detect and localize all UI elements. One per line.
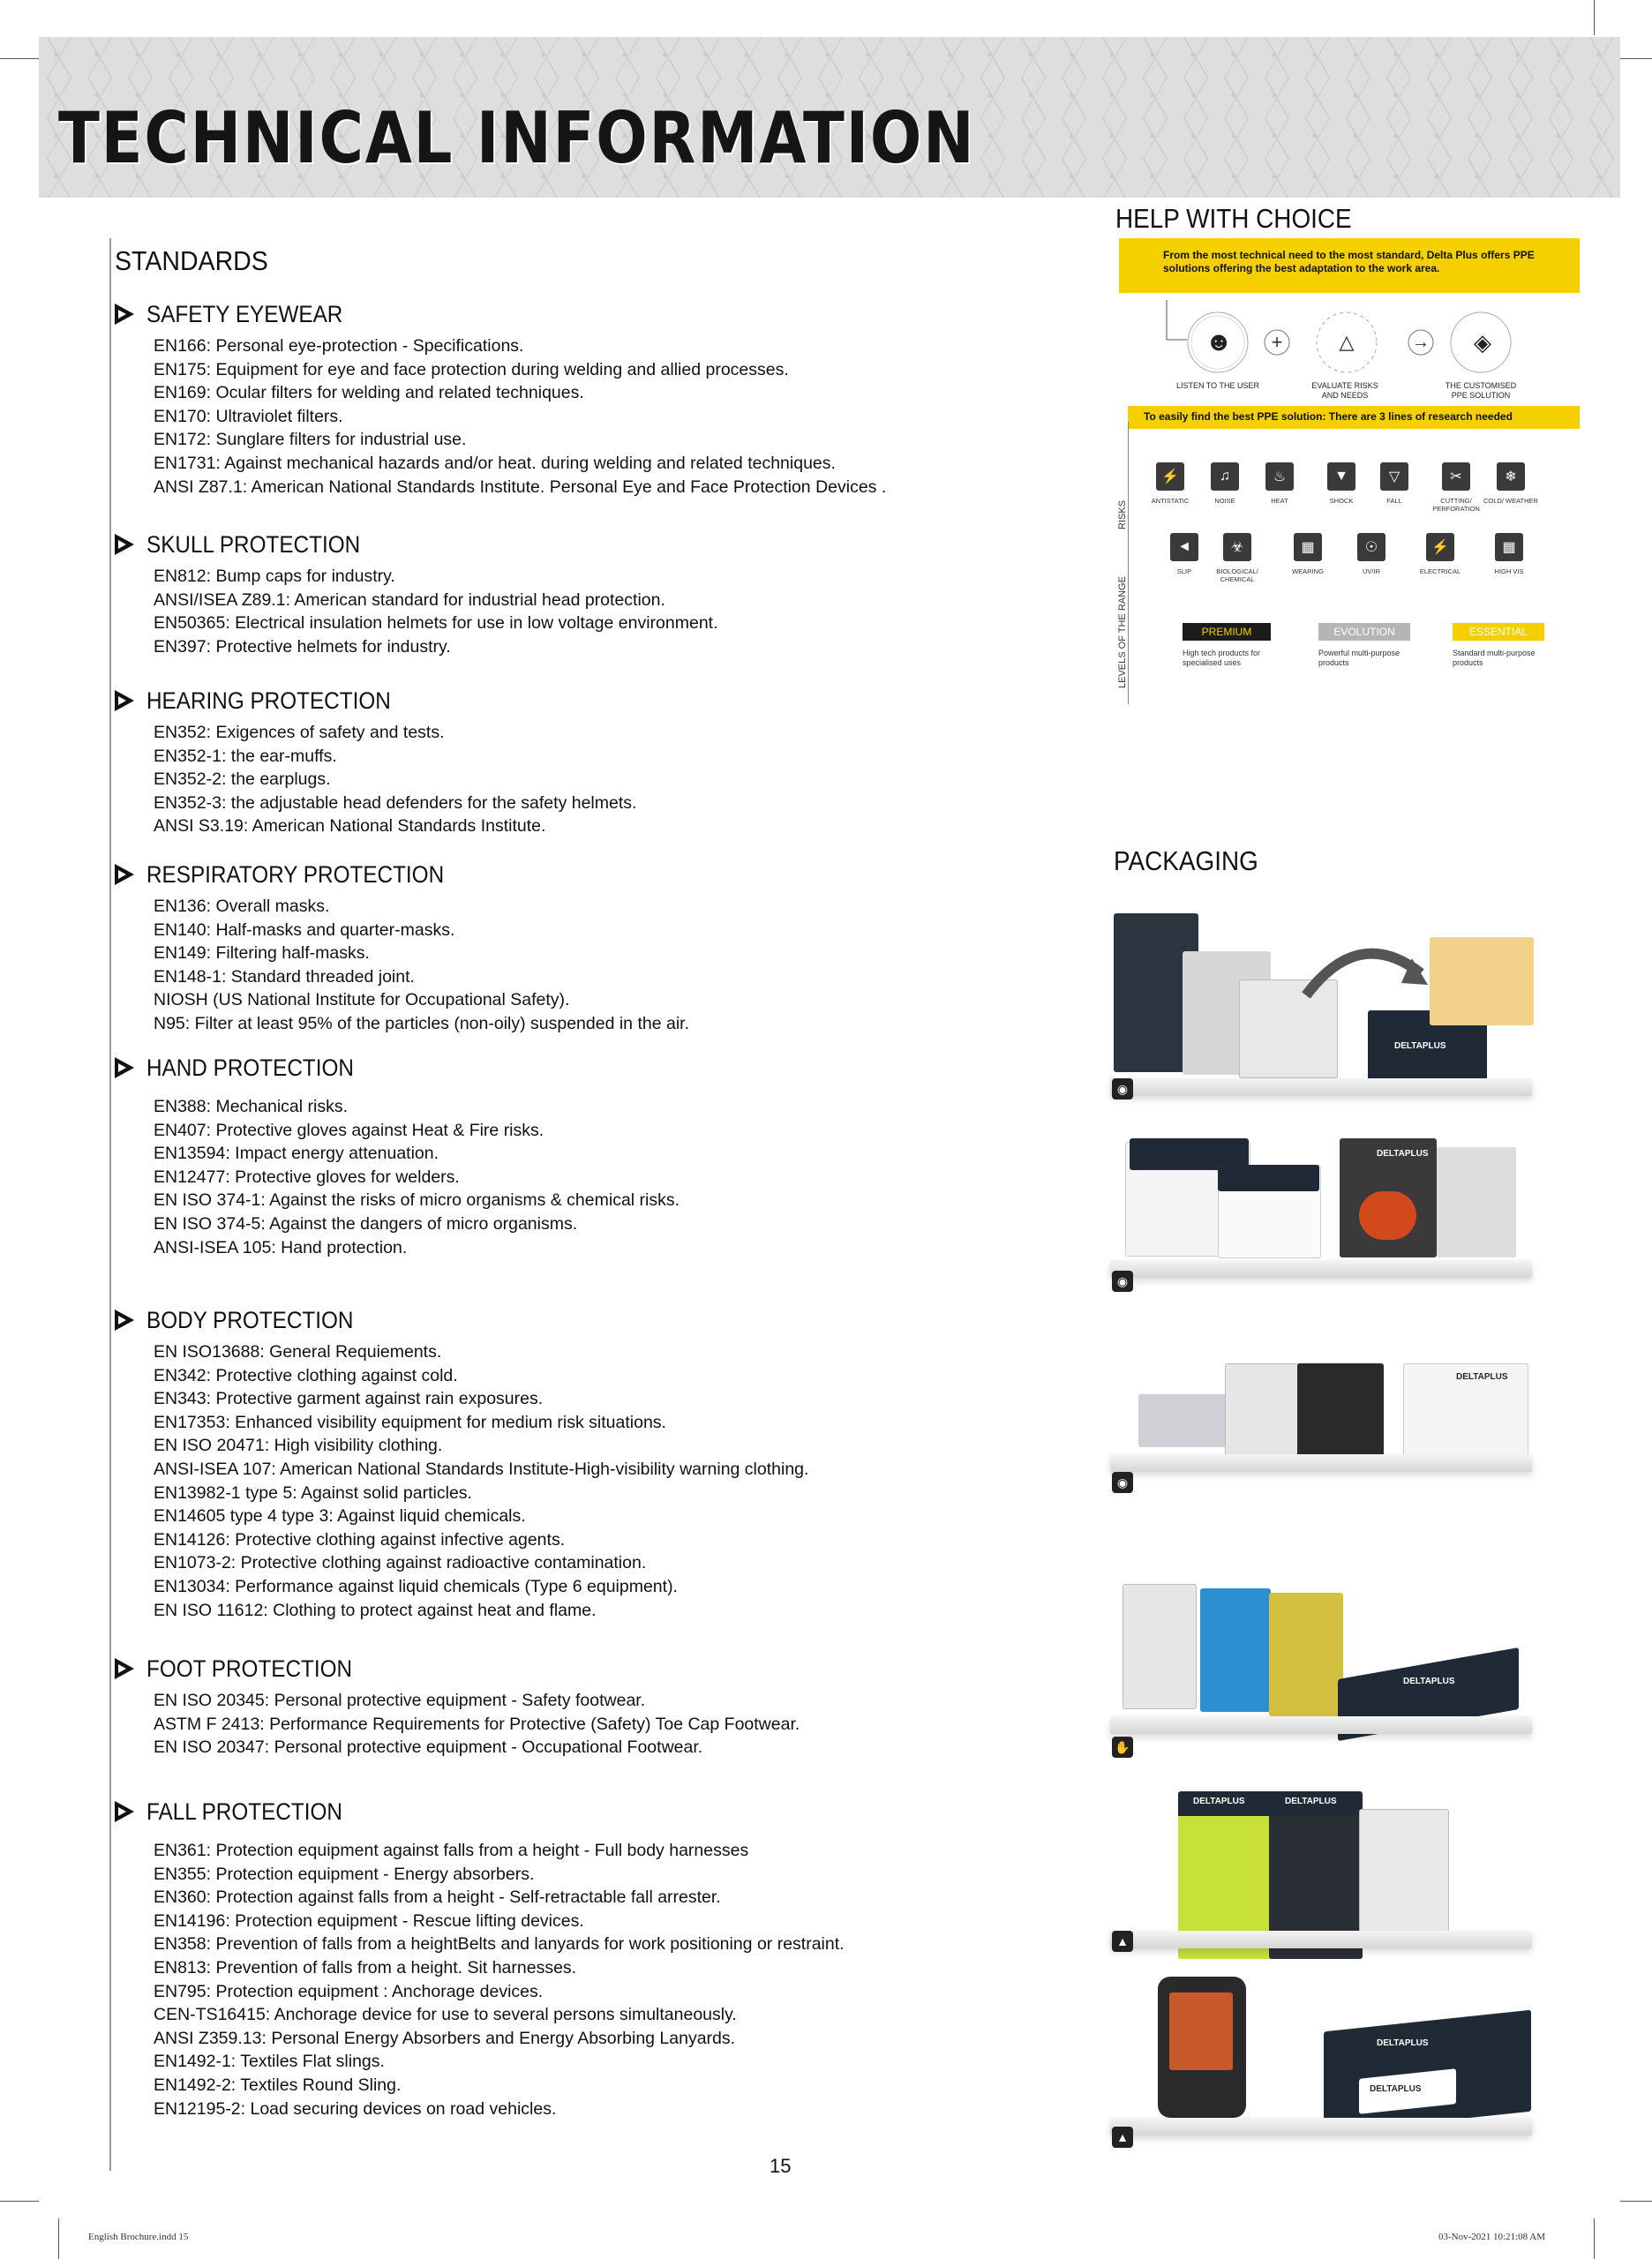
- arrow-bullet-icon: [115, 864, 134, 885]
- standard-item: EN397: Protective helmets for industry.: [154, 636, 451, 657]
- standard-item: EN342: Protective clothing against cold.: [154, 1365, 458, 1385]
- standard-item: EN360: Protection against falls from a height - Self-retractable fall arrester.: [154, 1888, 721, 1908]
- shelf: [1110, 1931, 1532, 1948]
- shelf: [1110, 1260, 1532, 1278]
- crop-mark: [1620, 58, 1652, 59]
- brand-label: DELTAPLUS: [1403, 1677, 1455, 1686]
- packaging-title: PACKAGING: [1114, 845, 1258, 876]
- glove-pack: [1269, 1593, 1343, 1716]
- standard-item: EN795: Protection equipment : Anchorage devices.: [154, 1981, 544, 2001]
- standard-item: EN13034: Performance against liquid chemicals (Type 6 equipment).: [154, 1576, 678, 1596]
- arrow-bullet-icon: [115, 1658, 134, 1679]
- glove-pack: [1123, 1584, 1197, 1709]
- risk-label: FALL: [1386, 497, 1402, 505]
- glove-pack: [1200, 1588, 1271, 1712]
- hand-icon: ✋: [1112, 1737, 1133, 1758]
- standard-item: EN1492-1: Textiles Flat slings.: [154, 2052, 385, 2072]
- standard-item: ANSI Z87.1: American National Standards Institute. Personal Eye and Face Protection Devices .: [154, 477, 887, 497]
- uv-ir-icon: ☉: [1357, 533, 1385, 561]
- brand-label: DELTAPLUS: [1394, 1041, 1446, 1051]
- standard-item: EN13594: Impact energy attenuation.: [154, 1144, 439, 1164]
- level-description: High tech products for specialised uses: [1183, 649, 1261, 667]
- harness: [1169, 1993, 1233, 2070]
- section-title: FOOT PROTECTION: [146, 1655, 353, 1682]
- earplug-bag: [1437, 1147, 1516, 1257]
- level-evolution: EVOLUTION: [1318, 623, 1410, 641]
- standard-item: ANSI S3.19: American National Standards Institute.: [154, 816, 546, 837]
- help-title: HELP WITH CHOICE: [1115, 203, 1352, 234]
- column-divider: [109, 238, 111, 2171]
- section-fall-protection: [115, 1795, 845, 2120]
- arrow-bullet-icon: [115, 1057, 134, 1078]
- standards-title: STANDARDS: [115, 245, 268, 276]
- research-line-text: To easily find the best PPE solution: There are 3 lines of research needed: [1144, 410, 1513, 423]
- standard-item: EN17353: Enhanced visibility equipment for medium risk situations.: [154, 1412, 666, 1432]
- brand-label: DELTAPLUS: [1285, 1797, 1337, 1806]
- section-respiratory-protection: [115, 858, 689, 1036]
- level-essential: ESSENTIAL: [1453, 623, 1544, 641]
- electrical-icon: ⚡: [1426, 533, 1454, 561]
- standard-item: EN ISO 11612: Clothing to protect against heat and flame.: [154, 1600, 597, 1620]
- antistatic-icon: ⚡: [1156, 462, 1184, 491]
- section-skull-protection: [115, 528, 718, 658]
- standard-item: EN12477: Protective gloves for welders.: [154, 1167, 460, 1187]
- step-caption: THE CUSTOMISED PPE SOLUTION: [1445, 381, 1517, 400]
- standard-item: EN12195-2: Load securing devices on road vehicles.: [154, 2098, 557, 2119]
- eyewear-icon: ◉: [1112, 1078, 1133, 1099]
- standard-item: EN136: Overall masks.: [154, 897, 330, 916]
- standard-item: EN50365: Electrical insulation helmets for use in low voltage environment.: [154, 613, 718, 634]
- standard-item: EN ISO13688: General Requiements.: [154, 1342, 442, 1362]
- brand-label: DELTAPLUS: [1370, 2084, 1422, 2094]
- standard-item: ANSI-ISEA 107: American National Standards Institute-High-visibility warning clothing.: [154, 1459, 809, 1479]
- crop-mark: [1594, 2218, 1595, 2259]
- half-mask-pack: [1297, 1363, 1384, 1460]
- risk-label: SHOCK: [1329, 497, 1354, 505]
- arrow-icon: [1297, 934, 1430, 1004]
- help-intro-box: [1119, 238, 1580, 293]
- page-title: TECHNICAL INFORMATION: [58, 97, 976, 179]
- standard-item: EN358: Prevention of falls from a heightBelts and lanyards for work positioning or restraint.: [154, 1934, 845, 1955]
- step-caption: EVALUATE RISKS AND NEEDS: [1311, 381, 1378, 400]
- section-title: BODY PROTECTION: [146, 1306, 354, 1333]
- section-title: SKULL PROTECTION: [146, 530, 361, 558]
- fall-harness-icon: ▲: [1112, 2127, 1133, 2148]
- crop-mark: [1620, 2201, 1652, 2202]
- standard-item: EN170: Ultraviolet filters.: [154, 406, 343, 426]
- standard-item: EN1073-2: Protective clothing against radioactive contamination.: [154, 1553, 647, 1573]
- standard-item: N95: Filter at least 95% of the particles (non-oily) suspended in the air.: [154, 1013, 689, 1033]
- earplug-box-top: [1218, 1165, 1319, 1191]
- standard-item: NIOSH (US National Institute for Occupational Safety).: [154, 990, 570, 1010]
- risk-label: ANTISTATIC: [1151, 497, 1190, 505]
- risk-eye-icon: △: [1339, 331, 1355, 353]
- section-foot-protection: [115, 1652, 800, 1760]
- research-line-bar: [1128, 406, 1580, 429]
- risk-label: COLD/ WEATHER: [1483, 497, 1538, 505]
- slip-icon: ◄: [1170, 533, 1198, 561]
- standard-item: EN1492-2: Textiles Round Sling.: [154, 2075, 402, 2095]
- arrow-bullet-icon: [115, 534, 134, 555]
- standard-item: ANSI-ISEA 105: Hand protection.: [154, 1237, 408, 1257]
- section-title: HAND PROTECTION: [146, 1054, 354, 1081]
- standard-item: EN149: Filtering half-masks.: [154, 943, 370, 964]
- risk-label: SLIP: [1176, 567, 1192, 575]
- high-vis-icon: ▦: [1495, 533, 1523, 561]
- risk-label: UV/IR: [1362, 567, 1380, 575]
- brand-label: DELTAPLUS: [1456, 1372, 1508, 1382]
- standard-item: EN352: Exigences of safety and tests.: [154, 723, 445, 742]
- standard-item: EN ISO 374-5: Against the dangers of micro organisms.: [154, 1213, 578, 1234]
- coverall-pack: [1359, 1809, 1449, 1934]
- crop-mark: [1594, 0, 1595, 35]
- level-premium: PREMIUM: [1183, 623, 1271, 641]
- risk-label: HIGH VIS: [1494, 567, 1524, 575]
- shock-icon: ▼: [1327, 462, 1355, 491]
- display-box-lid: [1430, 937, 1534, 1025]
- arrow-bullet-icon: [115, 1801, 134, 1822]
- standard-item: EN813: Prevention of falls from a height. Sit harnesses.: [154, 1957, 577, 1978]
- standard-item: EN ISO 374-1: Against the risks of micro organisms & chemical risks.: [154, 1190, 680, 1211]
- fall-icon: ▽: [1380, 462, 1408, 491]
- level-description: Standard multi-purpose products: [1453, 649, 1536, 667]
- risks-label: RISKS: [1117, 499, 1128, 529]
- section-title: SAFETY EYEWEAR: [146, 300, 343, 327]
- brand-label: DELTAPLUS: [1377, 1149, 1429, 1159]
- standard-item: EN343: Protective garment against rain exposures.: [154, 1389, 544, 1409]
- standard-item: EN175: Equipment for eye and face protection during welding and allied processes.: [154, 359, 789, 379]
- arrow-bullet-icon: [115, 1310, 134, 1331]
- standard-item: EN169: Ocular filters for welding and related techniques.: [154, 383, 584, 403]
- wearing-icon: ▦: [1294, 533, 1322, 561]
- standard-item: ANSI/ISEA Z89.1: American standard for industrial head protection.: [154, 589, 665, 610]
- body-icon: ▲: [1112, 1931, 1133, 1952]
- section-hearing-protection: [115, 684, 636, 838]
- standard-item: EN352-3: the adjustable head defenders for the safety helmets.: [154, 792, 637, 813]
- section-hand-protection: [115, 1051, 680, 1259]
- standard-item: EN14126: Protective clothing against infective agents.: [154, 1529, 566, 1550]
- noise-icon: ♫: [1211, 462, 1239, 491]
- standard-item: EN ISO 20347: Personal protective equipment - Occupational Footwear.: [154, 1737, 703, 1758]
- section-title: FALL PROTECTION: [146, 1797, 342, 1825]
- section-title: HEARING PROTECTION: [146, 687, 391, 714]
- risk-label: WEARING: [1292, 567, 1324, 575]
- standard-item: EN14605 type 4 type 3: Against liquid chemicals.: [154, 1506, 526, 1527]
- standard-item: EN355: Protection equipment - Energy absorbers.: [154, 1864, 535, 1884]
- risk-label: HEAT: [1271, 497, 1288, 505]
- hearing-icon: ◉: [1112, 1271, 1133, 1292]
- levels-label: LEVELS OF THE RANGE: [1117, 576, 1128, 688]
- level-description: Powerful multi-purpose products: [1318, 649, 1400, 667]
- brand-label: DELTAPLUS: [1377, 2038, 1429, 2048]
- section-title: RESPIRATORY PROTECTION: [146, 860, 445, 888]
- shelf: [1110, 2118, 1532, 2135]
- step-caption: LISTEN TO THE USER: [1175, 381, 1260, 390]
- standard-item: EN352-2: the earplugs.: [154, 769, 331, 790]
- standard-item: EN361: Protection equipment against falls from a height - Full body harnesses: [154, 1841, 749, 1860]
- standard-item: EN407: Protective gloves against Heat & Fire risks.: [154, 1120, 544, 1140]
- standard-item: EN ISO 20471: High visibility clothing.: [154, 1436, 443, 1456]
- help-intro-text: From the most technical need to the most standard, Delta Plus offers PPE solutions offering the best adaptation to the work area.: [1163, 249, 1535, 274]
- respiratory-icon: ◉: [1112, 1472, 1133, 1493]
- biological-icon: ☣: [1223, 533, 1251, 561]
- standard-item: EN1731: Against mechanical hazards and/or heat. during welding and related techniques.: [154, 453, 836, 473]
- brand-label: DELTAPLUS: [1193, 1797, 1245, 1806]
- arrow-right-icon: →: [1412, 332, 1430, 352]
- shelf: [1110, 1716, 1532, 1734]
- standard-item: EN352-1: the ear-muffs.: [154, 746, 337, 766]
- standard-item: EN148-1: Standard threaded joint.: [154, 966, 415, 987]
- standard-item: EN14196: Protection equipment - Rescue lifting devices.: [154, 1910, 584, 1931]
- crop-mark: [0, 2201, 39, 2202]
- risk-label: BIOLOGICAL/ CHEMICAL: [1216, 567, 1258, 583]
- shelf: [1110, 1454, 1532, 1472]
- standard-item: EN140: Half-masks and quarter-masks.: [154, 919, 455, 940]
- cutting-icon: ✂: [1442, 462, 1470, 491]
- standard-item: CEN-TS16415: Anchorage device for use to several persons simultaneously.: [154, 2005, 737, 2025]
- standard-item: EN ISO 20345: Personal protective equipment - Safety footwear.: [154, 1691, 646, 1710]
- shelf: [1110, 1078, 1532, 1096]
- risk-label: CUTTING/ PERFORATION: [1432, 497, 1480, 513]
- standard-item: ASTM F 2413: Performance Requirements for Protective (Safety) Toe Cap Footwear.: [154, 1714, 800, 1734]
- user-icon: ☻: [1202, 326, 1235, 359]
- section-safety-eyewear: [115, 297, 886, 499]
- arrow-bullet-icon: [115, 304, 134, 325]
- risks-divider: [1128, 422, 1129, 704]
- standard-item: EN172: Sunglare filters for industrial use.: [154, 430, 467, 450]
- arrow-bullet-icon: [115, 690, 134, 711]
- standard-item: ANSI Z359.13: Personal Energy Absorbers and Energy Absorbing Lanyards.: [154, 2028, 736, 2048]
- heat-icon: ♨: [1265, 462, 1294, 491]
- plus-icon: +: [1271, 331, 1283, 353]
- filter-pack: [1138, 1394, 1227, 1447]
- standard-item: EN812: Bump caps for industry.: [154, 567, 395, 586]
- crop-mark: [58, 2218, 59, 2259]
- footer-file: English Brochure.indd 15: [88, 2232, 189, 2242]
- risk-label: ELECTRICAL: [1419, 567, 1461, 575]
- ppe-solution-icon: ◈: [1474, 328, 1491, 356]
- crop-mark: [0, 58, 39, 59]
- standard-item: EN388: Mechanical risks.: [154, 1097, 349, 1116]
- footer-date: 03-Nov-2021 10:21:08 AM: [1438, 2232, 1545, 2242]
- standard-item: EN166: Personal eye-protection - Specifications.: [154, 336, 524, 356]
- standard-item: EN13982-1 type 5: Against solid particles.: [154, 1482, 472, 1503]
- page-number: 15: [770, 2155, 792, 2177]
- risk-label: NOISE: [1214, 497, 1235, 505]
- mask-pack: [1225, 1363, 1306, 1467]
- earmuff: [1359, 1191, 1416, 1240]
- section-body-protection: [115, 1303, 808, 1622]
- cold-icon: ❄: [1497, 462, 1525, 491]
